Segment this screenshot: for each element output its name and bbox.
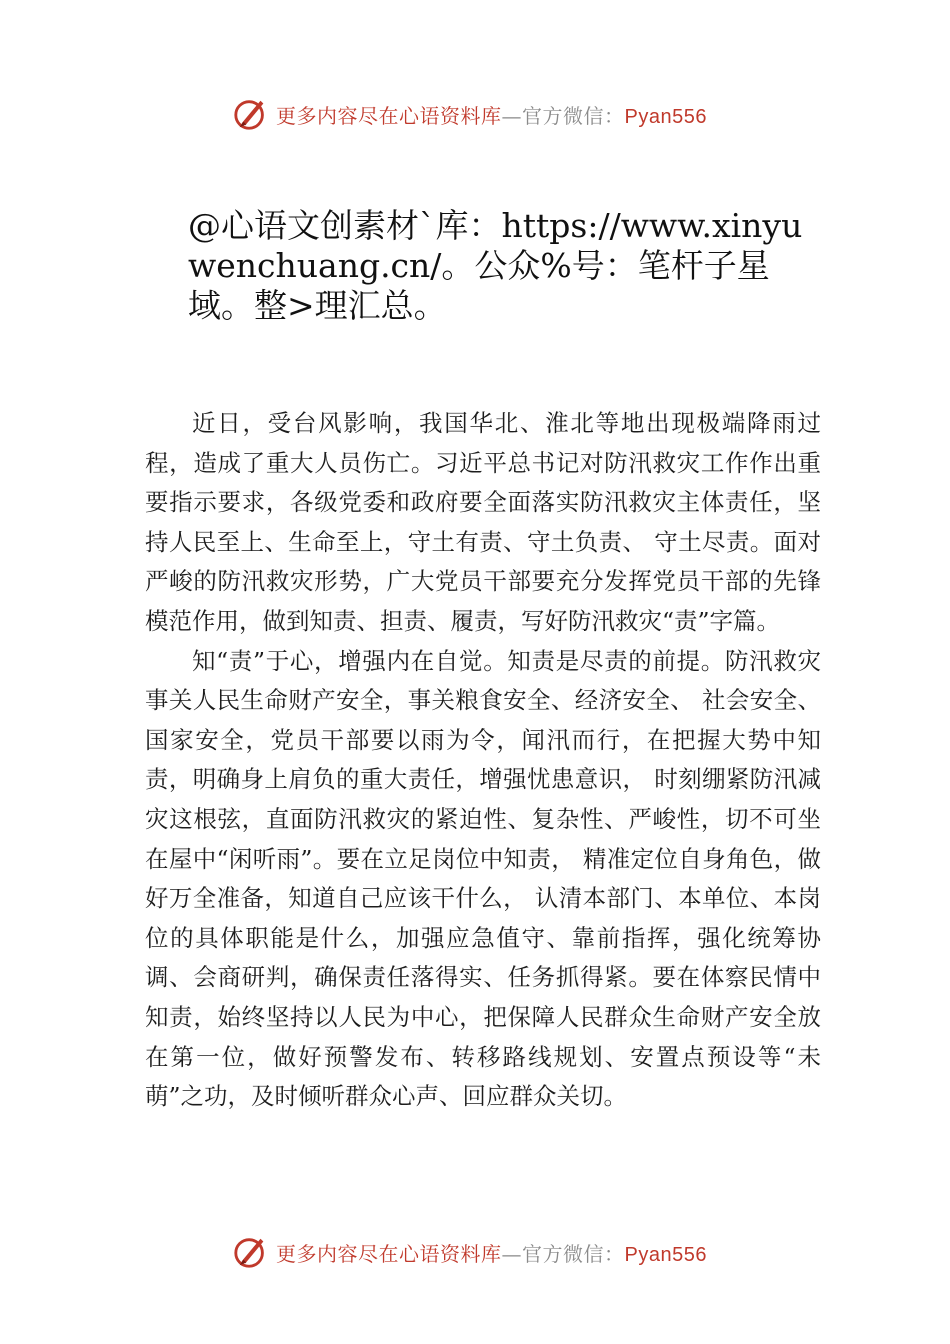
- quill-logo-icon: [232, 1233, 270, 1271]
- header-banner-text: [276, 100, 707, 129]
- footer-banner: [232, 1232, 752, 1272]
- banner-official-label: 官方微信：: [522, 1243, 625, 1266]
- banner-separator: —: [501, 103, 522, 128]
- banner-wechat-id: Pyan556: [624, 105, 707, 128]
- paragraph-2: 知“责”于心，增强内在自觉。知责是尽责的前提。防汛救灾事关人民生命财产安全，事关粮食安全、经济安全、 社会安全、国家安全，党员干部要以雨为令，闻汛而行，在把握大势中知责，明确身上肩负的重大责任，增强忧患意识， 时刻绷紧防汛减灾这根弦，直面防汛救灾的紧迫性、复杂性、严峻性，切不可坐在屋中“闲听雨”。要在立足岗位中知责， 精准定位自身角色，做好万全准备，知道自己应该干什么， 认清本部门、本单位、本岗位的具体职能是什么，加强应急值守、靠前指挥，强化统筹协调、会商研判，确保责任落得实、任务抓得紧。要在体察民情中知责，始终坚持以人民为中心，把保障人民群众生命财产安全放在第一位，做好预警发布、转移路线规划、安置点预设等“未萌”之功，及时倾听群众心声、回应群众关切。: [145, 646, 821, 1111]
- footer-banner-text: [276, 1238, 707, 1267]
- banner-separator: —: [501, 1241, 522, 1266]
- header-banner: [232, 94, 752, 134]
- article-body: [145, 404, 821, 1117]
- banner-wechat-id: Pyan556: [624, 1243, 707, 1266]
- banner-official-label: 官方微信：: [522, 105, 625, 128]
- page-heading: @心语文创素材`库：https://www.xinyuwenchuang.cn/。公众%号：笔杆子星域。整>理汇总。: [188, 206, 803, 325]
- banner-main-text: 更多内容尽在心语资料库: [276, 1241, 502, 1266]
- banner-main-text: 更多内容尽在心语资料库: [276, 103, 502, 128]
- quill-logo-icon: [232, 95, 270, 133]
- paragraph-1: 近日，受台风影响，我国华北、淮北等地出现极端降雨过程，造成了重大人员伤亡。习近平总书记对防汛救灾工作作出重要指示要求，各级党委和政府要全面落实防汛救灾主体责任，坚持人民至上、生命至上，守土有责、守土负责、 守土尽责。面对严峻的防汛救灾形势，广大党员干部要充分发挥党员干部的先锋模范作用，做到知责、担责、履责，写好防汛救灾“责”字篇。: [145, 409, 821, 635]
